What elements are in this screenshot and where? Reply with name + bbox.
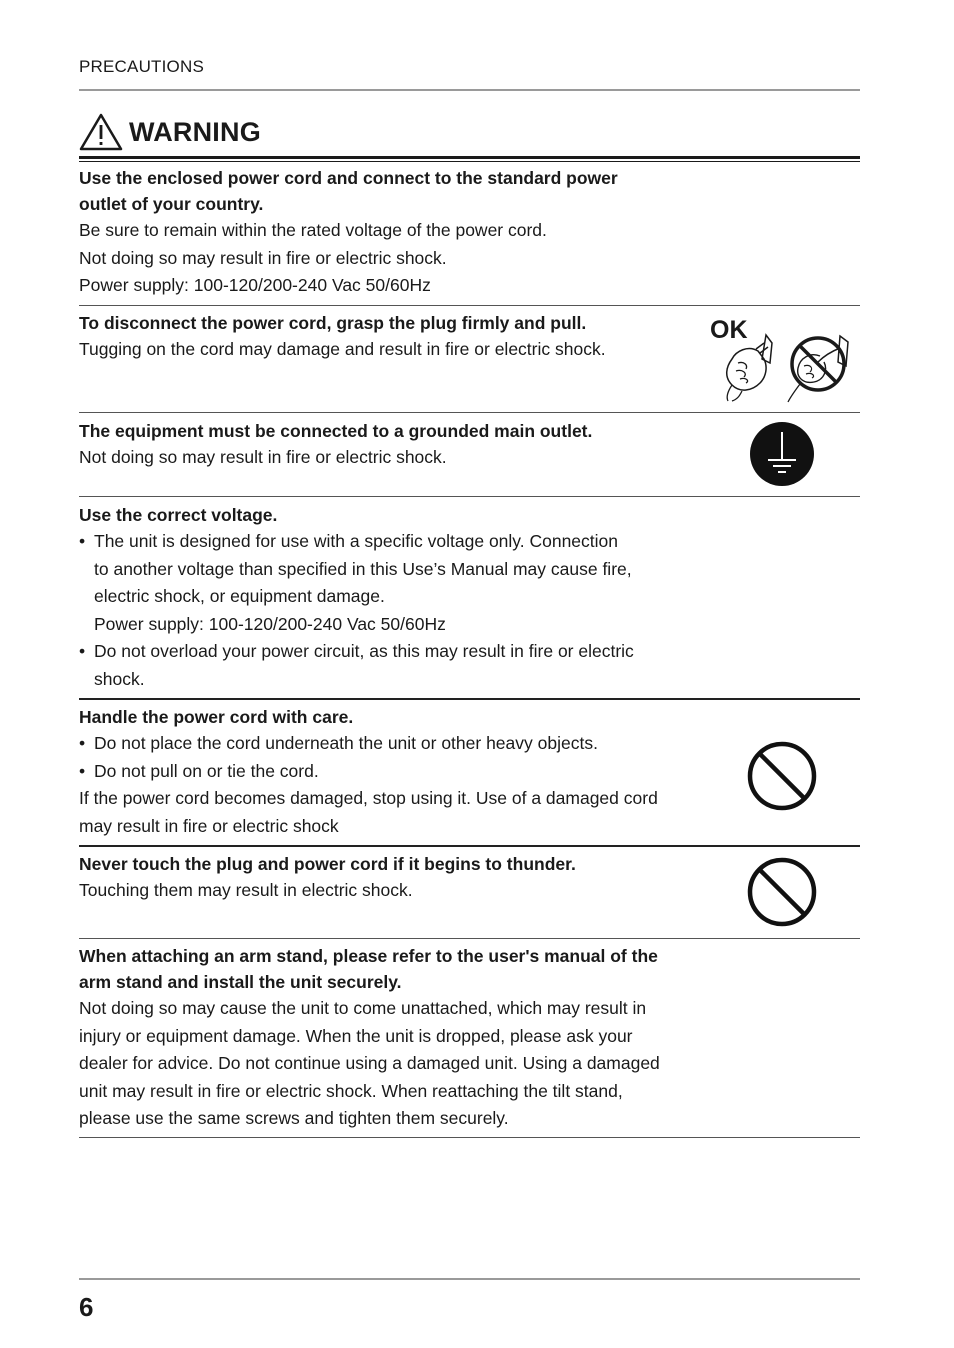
section-heading-cont: outlet of your country. bbox=[79, 194, 264, 214]
ok-label: OK bbox=[710, 316, 748, 344]
body-line: If the power cord becomes damaged, stop using it. Use of a damaged cord bbox=[79, 788, 658, 808]
page-number: 6 bbox=[79, 1292, 94, 1322]
body-line: please use the same screws and tighten them securely. bbox=[79, 1108, 509, 1128]
section-divider bbox=[79, 845, 860, 847]
section-thunder bbox=[79, 851, 719, 905]
title-rule-thin bbox=[79, 161, 860, 162]
section-heading: Use the correct voltage. bbox=[79, 505, 278, 525]
hand-pulling-plug-icon bbox=[718, 333, 776, 403]
body-line: Not doing so may result in fire or electric shock. bbox=[79, 247, 447, 268]
section-arm-stand bbox=[79, 943, 719, 1133]
section-divider bbox=[79, 305, 860, 306]
title-rule bbox=[79, 156, 860, 159]
warning-triangle-icon bbox=[79, 113, 123, 151]
section-heading: Use the enclosed power cord and connect to the standard power bbox=[79, 168, 618, 188]
body-line: injury or equipment damage. When the unit is dropped, please ask your bbox=[79, 1025, 633, 1046]
footer-rule bbox=[79, 1278, 860, 1280]
body-line: Power supply: 100-120/200-240 Vac 50/60Hz bbox=[79, 275, 431, 295]
body-line: Not doing so may result in fire or electric shock. bbox=[79, 447, 447, 467]
bullet-item: • The unit is designed for use with a specific voltage only. Connection bbox=[79, 528, 719, 556]
bullet-item: • Do not overload your power circuit, as this may result in fire or electric bbox=[79, 638, 719, 666]
body-line: dealer for advice. Do not continue using a damaged unit. Using a damaged bbox=[79, 1053, 660, 1073]
body-line: Not doing so may cause the unit to come unattached, which may result in bbox=[79, 998, 647, 1018]
warning-title: WARNING bbox=[129, 116, 261, 147]
section-heading: Never touch the plug and power cord if it begins to thunder. bbox=[79, 854, 576, 874]
header-rule bbox=[79, 89, 860, 91]
body-line: Tugging on the cord may damage and result in fire or electric shock. bbox=[79, 339, 606, 359]
section-divider bbox=[79, 938, 860, 939]
section-divider bbox=[79, 1137, 860, 1138]
section-divider bbox=[79, 698, 860, 700]
section-heading: To disconnect the power cord, grasp the plug firmly and pull. bbox=[79, 313, 587, 333]
section-heading: The equipment must be connected to a grounded main outlet. bbox=[79, 421, 593, 441]
bullet-item: • Do not pull on or tie the cord. bbox=[79, 758, 719, 786]
section-divider bbox=[79, 412, 860, 413]
bullet-cont: electric shock, or equipment damage. bbox=[94, 586, 385, 606]
prohibited-pulling-cord-icon bbox=[784, 330, 858, 404]
body-line: Be sure to remain within the rated voltage of the power cord. bbox=[79, 220, 547, 240]
section-heading-cont: arm stand and install the unit securely. bbox=[79, 972, 402, 992]
bullet-item: • Do not place the cord underneath the unit or other heavy objects. bbox=[79, 730, 719, 758]
section-handle-cord bbox=[79, 704, 719, 840]
section-power-cord bbox=[79, 165, 719, 300]
warning-heading bbox=[79, 112, 261, 152]
bullet-cont: Power supply: 100-120/200-240 Vac 50/60Hz bbox=[94, 613, 446, 634]
section-disconnect bbox=[79, 310, 719, 364]
prohibition-icon bbox=[747, 857, 817, 927]
running-header: PRECAUTIONS bbox=[79, 57, 204, 76]
ground-symbol-icon bbox=[750, 422, 814, 486]
bullet-cont: shock. bbox=[94, 668, 145, 689]
body-line: unit may result in fire or electric shock. When reattaching the tilt stand, bbox=[79, 1080, 623, 1101]
section-heading: When attaching an arm stand, please refer to the user's manual of the bbox=[79, 946, 658, 966]
section-divider bbox=[79, 496, 860, 497]
section-grounded-outlet bbox=[79, 418, 719, 472]
prohibition-icon bbox=[747, 741, 817, 811]
bullet-cont: to another voltage than specified in this Use’s Manual may cause fire, bbox=[94, 558, 632, 579]
body-line: may result in fire or electric shock bbox=[79, 815, 339, 836]
section-heading: Handle the power cord with care. bbox=[79, 707, 354, 727]
section-correct-voltage bbox=[79, 502, 719, 693]
body-line: Touching them may result in electric shock. bbox=[79, 880, 413, 900]
